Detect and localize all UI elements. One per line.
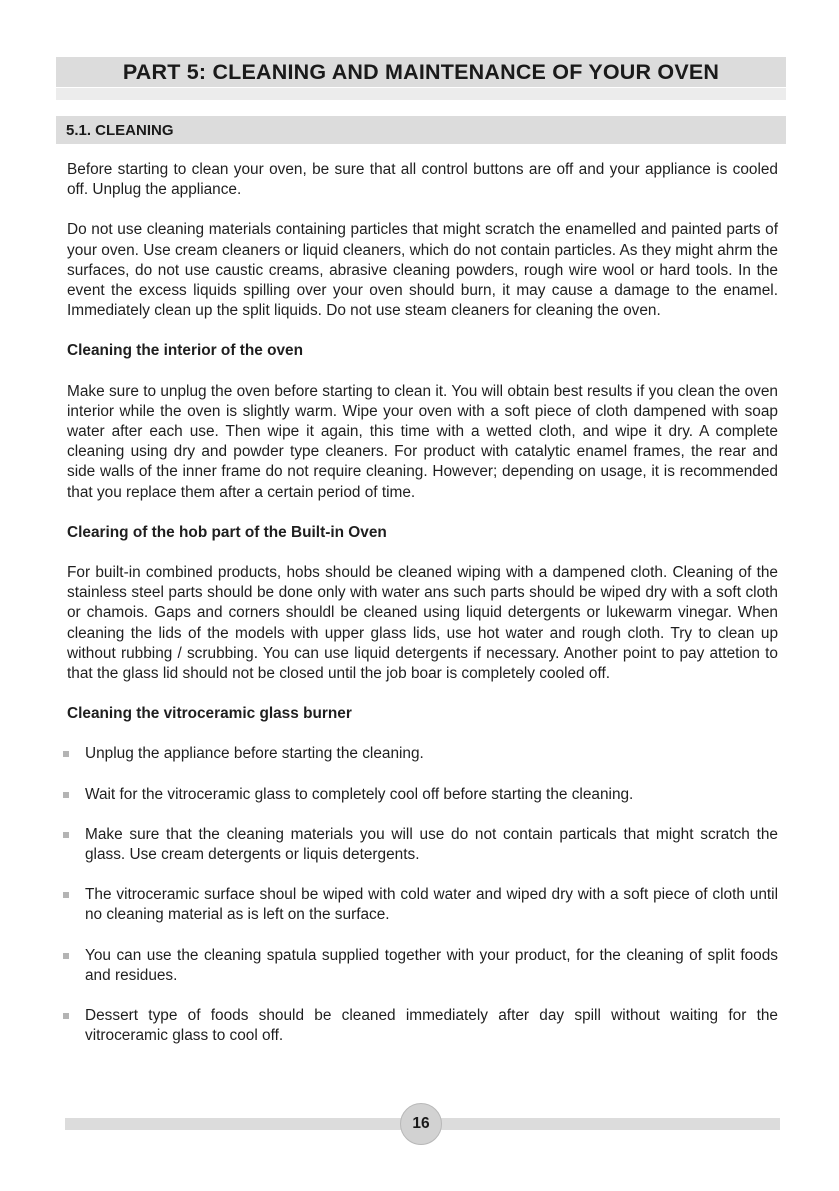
list-item-text: Make sure that the cleaning materials you will use do not contain particals that might scratch the glass. Use cream detergents or liquis detergents. — [85, 825, 778, 864]
bullet-square-icon — [63, 751, 69, 757]
section-heading: 5.1. CLEANING — [66, 122, 174, 139]
page-number: 16 — [400, 1103, 442, 1145]
bullet-square-icon — [63, 832, 69, 838]
bullet-square-icon — [63, 892, 69, 898]
bullet-square-icon — [63, 953, 69, 959]
title-divider — [56, 88, 786, 100]
list-item — [67, 885, 778, 925]
page-content — [67, 160, 778, 1067]
vitro-heading: Cleaning the vitroceramic glass burner — [67, 705, 352, 723]
bullet-square-icon — [63, 792, 69, 798]
interior-heading: Cleaning the interior of the oven — [67, 342, 304, 360]
intro-paragraph: Before starting to clean your oven, be sure that all control buttons are off and your appliance is cooled off. Unplug the appliance. — [67, 161, 778, 199]
list-item-text: Unplug the appliance before starting the cleaning. — [85, 745, 424, 763]
list-item-text: Dessert type of foods should be cleaned immediately after day spill without waiting for the vitroceramic glass to cool off. — [85, 1007, 778, 1045]
intro-paragraph: Do not use cleaning materials containing particles that might scratch the enamelled and painted parts of your oven. Use cream cleaners or liquid cleaners, which do not contain particles. As they might ahrm the surfaces, do not use caustic creams, abrasive cleaning powders, rough wire wool or hard tools. In the event the excess liquids spilling over your oven should burn, it may cause a damage to the enamel. Immediately clean up the split liquids. Do not use steam cleaners for cleaning the oven. — [67, 221, 778, 320]
list-item — [67, 785, 778, 805]
interior-paragraph: Make sure to unplug the oven before starting to clean it. You will obtain best results if you clean the oven interior while the oven is slightly warm. Wipe your oven with a soft piece of cloth dampened with soap water after each use. Then wipe it again, this time with a wetted cloth, and wipe it dry. A complete cleaning using dry and powder type cleaners. For product with catalytic enamel frames, the rear and side walls of the inner frame do not require cleaning. However; depending on usage, it is recommended that you replace them after a certain period of time. — [67, 382, 778, 501]
list-item — [67, 744, 778, 764]
hob-heading: Clearing of the hob part of the Built-in Oven — [67, 523, 387, 541]
list-item-text: The vitroceramic surface shoul be wiped with cold water and wiped dry with a soft piece of cloth until no cleaning material as is left on the surface. — [85, 886, 778, 924]
hob-paragraph: For built-in combined products, hobs should be cleaned wiping with a dampened cloth. Cleaning of the stainless steel parts should be done only with water ans such parts should be wiped dry with a soft cloth or chamois. Gaps and corners shouldl be cleaned using liquid detergents or lukewarm vinegar. When cleaning the lids of the models with upper glass lids, use hot water and rough cloth. Try to clean up without rubbing / scrubbing. You can use liquid detergents if necessary. Another point to pay attetion to that the glass lid should not be closed until the job boar is completely cooled off. — [67, 564, 778, 683]
list-item — [67, 825, 778, 865]
bullet-square-icon — [63, 1013, 69, 1019]
list-item — [67, 946, 778, 986]
vitro-list — [67, 744, 778, 1046]
list-item-text: You can use the cleaning spatula supplied together with your product, for the cleaning of split foods and residues. — [85, 946, 778, 984]
section-band — [56, 116, 786, 144]
list-item — [67, 1006, 778, 1046]
page-title: PART 5: CLEANING AND MAINTENANCE OF YOUR OVEN — [122, 60, 720, 84]
list-item-text: Wait for the vitroceramic glass to completely cool off before starting the cleaning. — [85, 785, 634, 803]
title-band — [56, 57, 786, 87]
